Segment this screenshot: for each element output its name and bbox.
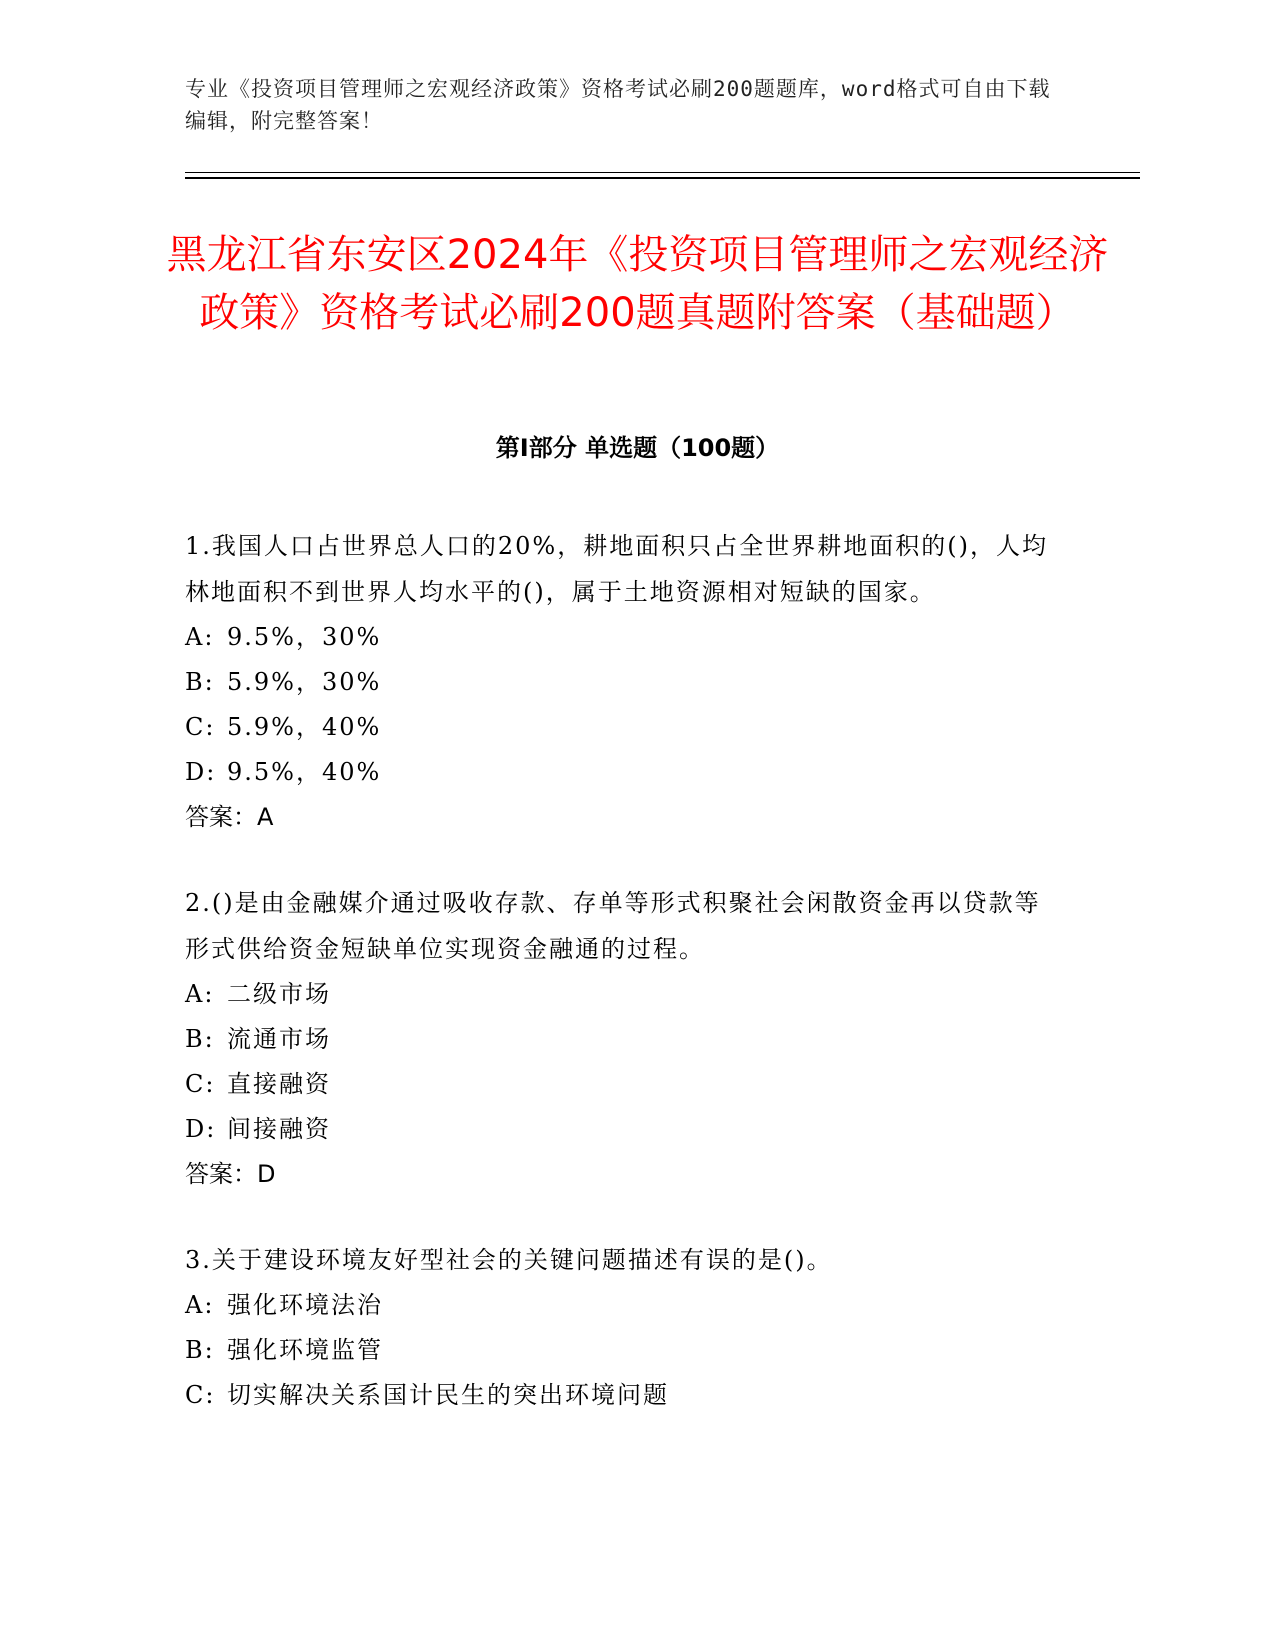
option-c: [185, 1062, 1065, 1107]
option-key: C:: [185, 1070, 216, 1098]
option-text: 9.5%，40%: [227, 758, 382, 786]
option-key: A:: [185, 980, 215, 1008]
question-3: [185, 1237, 1065, 1418]
option-c: [185, 1373, 1065, 1418]
option-d: [185, 750, 1065, 795]
question-1: [185, 523, 1065, 840]
option-text: 5.9%，40%: [227, 713, 382, 741]
option-text: 直接融资: [227, 1070, 331, 1098]
question-stem: 3.关于建设环境友好型社会的关键问题描述有误的是()。: [185, 1246, 833, 1274]
option-key: C:: [185, 1381, 216, 1409]
option-text: 切实解决关系国计民生的突出环境问题: [227, 1381, 669, 1409]
option-b: [185, 1017, 1065, 1062]
option-key: B:: [185, 1025, 215, 1053]
option-text: 强化环境法治: [227, 1291, 383, 1319]
option-a: [185, 615, 1065, 660]
option-a: [185, 1283, 1065, 1328]
option-text: 强化环境监管: [227, 1336, 383, 1364]
question-stem: 2.()是由金融媒介通过吸收存款、存单等形式积聚社会闲散资金再以贷款等形式供给资金短缺单位实现资金融通的过程。: [185, 889, 1041, 963]
option-key: B:: [185, 1336, 215, 1364]
option-key: D:: [185, 758, 217, 786]
option-b: [185, 660, 1065, 705]
question-list: [185, 523, 1065, 1458]
option-key: C:: [185, 713, 216, 741]
section-title: 第Ⅰ部分 单选题（100题）: [495, 434, 780, 462]
option-key: D:: [185, 1115, 217, 1143]
document-title: 黑龙江省东安区2024年《投资项目管理师之宏观经济政策》资格考试必刷200题真题附答案（基础题）: [166, 232, 1109, 336]
option-text: 5.9%，30%: [227, 668, 382, 696]
option-text: 流通市场: [227, 1025, 331, 1053]
header-note: 专业《投资项目管理师之宏观经济政策》资格考试必刷200题题库，word格式可自由下载编辑，附完整答案！: [185, 77, 1051, 133]
header-rule-thick: [185, 177, 1140, 179]
option-key: A:: [185, 1291, 215, 1319]
option-c: [185, 705, 1065, 750]
option-a: [185, 972, 1065, 1017]
header-rule-thin: [185, 172, 1140, 173]
option-text: 间接融资: [227, 1115, 331, 1143]
option-d: [185, 1107, 1065, 1152]
option-key: B:: [185, 668, 215, 696]
option-text: 二级市场: [227, 980, 331, 1008]
option-key: A:: [185, 623, 215, 651]
question-stem: 1.我国人口占世界总人口的20%，耕地面积只占全世界耕地面积的()，人均林地面积不到世界人均水平的()，属于土地资源相对短缺的国家。: [185, 532, 1048, 606]
option-b: [185, 1328, 1065, 1373]
option-text: 9.5%，30%: [227, 623, 382, 651]
answer: 答案：D: [185, 1160, 276, 1188]
answer: 答案：A: [185, 803, 274, 831]
question-2: [185, 880, 1065, 1197]
